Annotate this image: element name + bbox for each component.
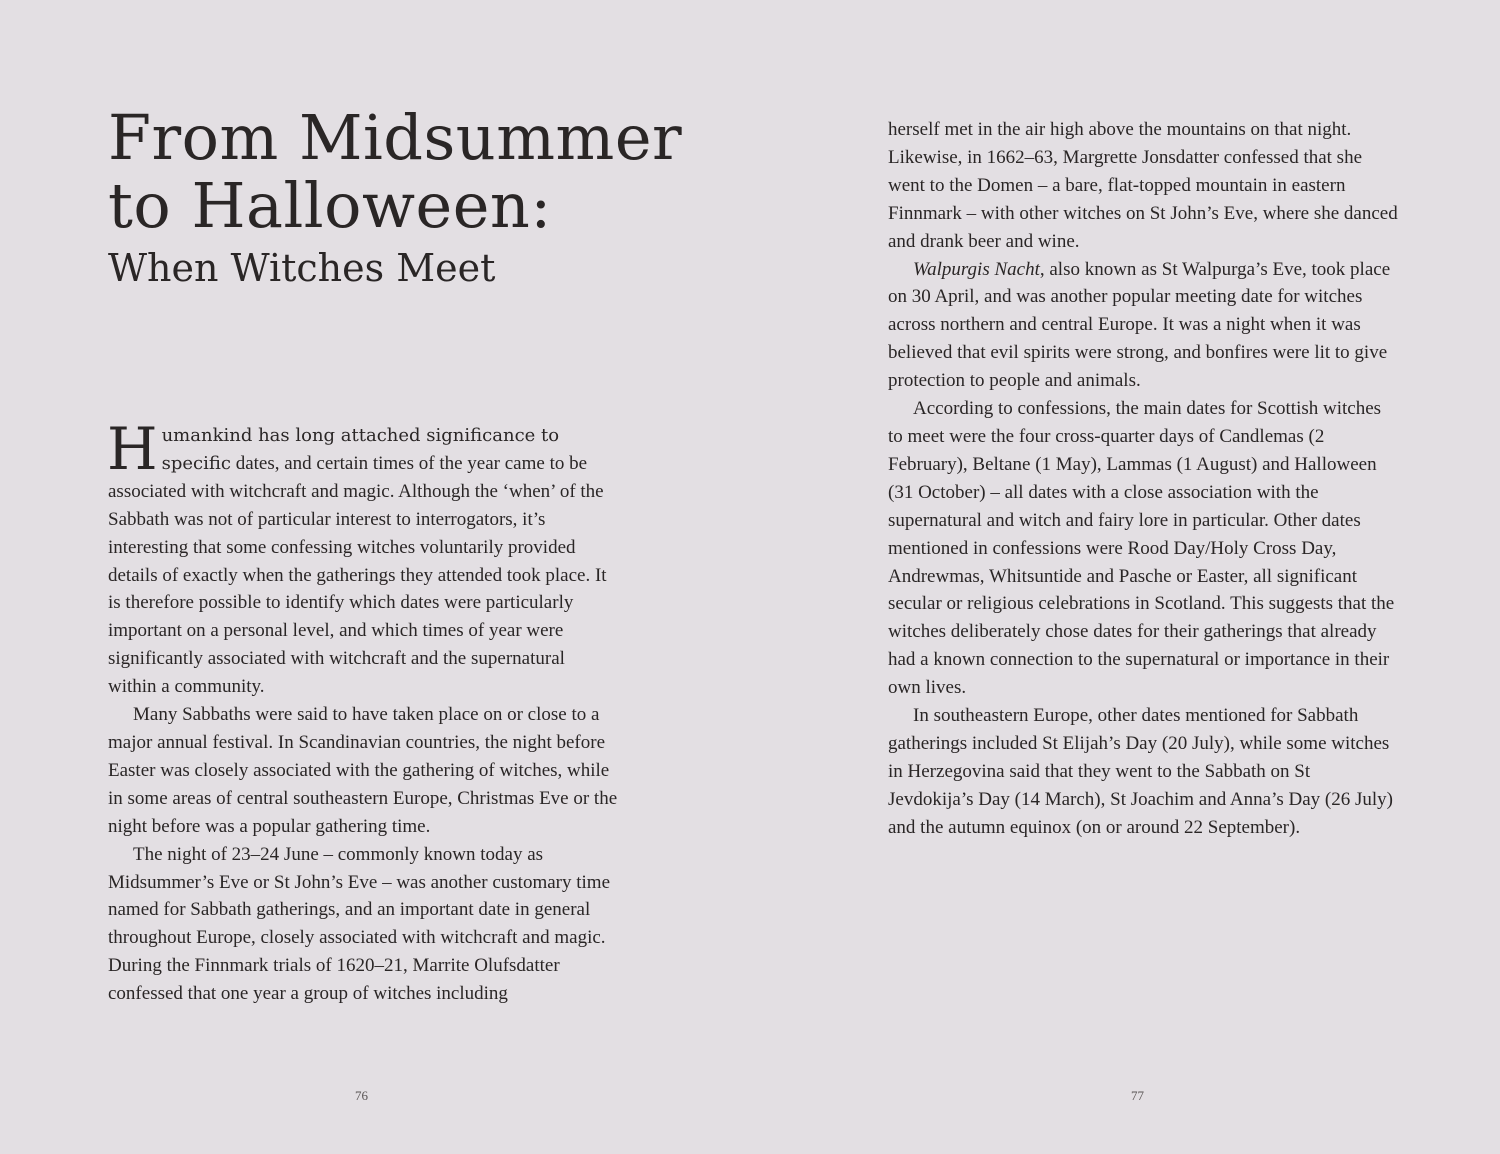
paragraph-walpurgis [888, 256, 1400, 396]
lead-in-text: umankind has long attached significance to specific [161, 425, 560, 474]
right-page [750, 0, 1500, 1154]
title-line-2: to Halloween: [108, 169, 552, 242]
page-number: 76 [355, 1088, 368, 1103]
chapter-subtitle: When Witches Meet [108, 246, 496, 290]
paragraph-1-text: dates, and certain times of the year came to be associated with witchcraft and magic. Although the ‘when’ of the Sabbath was not of particular interest to interrogators, it’s interesting that some confessing witches voluntarily provided details of exactly when the gatherings they attended took place. It is therefore possible to identify which dates were particularly important on a personal level, and which times of year were significantly associated with witchcraft and the supernatural within a community. [108, 452, 607, 698]
paragraph-southeastern: In southeastern Europe, other dates mentioned for Sabbath gatherings included St Elijah’s Day (20 July), while some witches in Herzegovina said that they went to the Sabbath on St Jevdokija’s Day (14 March), St Joachim and Anna’s Day (26 July) and the autumn equinox (on or around 22 September). [888, 705, 1393, 838]
paragraph-scottish: According to confessions, the main dates for Scottish witches to meet were the four cross-quarter days of Candlemas (2 February), Beltane (1 May), Lammas (1 August) and Halloween (31 October) – all dates with a close association with the supernatural and witch and fairy lore in particular. Other dates mentioned in confessions were Rood Day/Holy Cross Day, Andrewmas, Whitsuntide and Pasche or Easter, all significant secular or religious celebrations in Scotland. This suggests that the witches deliberately chose dates for their gatherings that already had a known connection to the supernatural or importance in their own lives. [888, 398, 1395, 699]
paragraph-1 [107, 415, 618, 701]
paragraph-3: The night of 23–24 June – commonly known today as Midsummer’s Eve or St John’s Eve – was another customary time named for Sabbath gatherings, and an important date in general throughout Europe, closely associated with witchcraft and magic. During the Finnmark trials of 1620–21, Marrite Olufsdatter confessed that one year a group of witches including [108, 843, 611, 1005]
left-body-text [107, 415, 618, 1008]
title-line-1: From Midsummer [108, 101, 683, 174]
paragraph-2: Many Sabbaths were said to have taken place on or close to a major annual festival. In Scandinavian countries, the night before Easter was closely associated with the gathering of witches, while in some areas of central southeastern Europe, Christmas Eve or the night before was a popular gathering time. [108, 704, 618, 837]
right-body-text [888, 116, 1400, 842]
page-number: 77 [1131, 1088, 1144, 1103]
chapter-title [108, 101, 683, 292]
drop-cap: H [107, 415, 158, 483]
walpurgis-text: , also known as St Walpurga’s Eve, took place on 30 April, and was another popular meeting date for witches across northern and central Europe. It was a night when it was believed that evil spirits were strong, and bonfires were lit to give protection to people and animals. [888, 258, 1391, 392]
paragraph-continued: herself met in the air high above the mountains on that night. Likewise, in 1662–63, Margrette Jonsdatter confessed that she went to the Domen – a bare, flat-topped mountain in eastern Finnmark – with other witches on St John’s Eve, where she danced and drank beer and wine. [888, 119, 1398, 252]
walpurgis-italic: Walpurgis Nacht [913, 258, 1040, 280]
